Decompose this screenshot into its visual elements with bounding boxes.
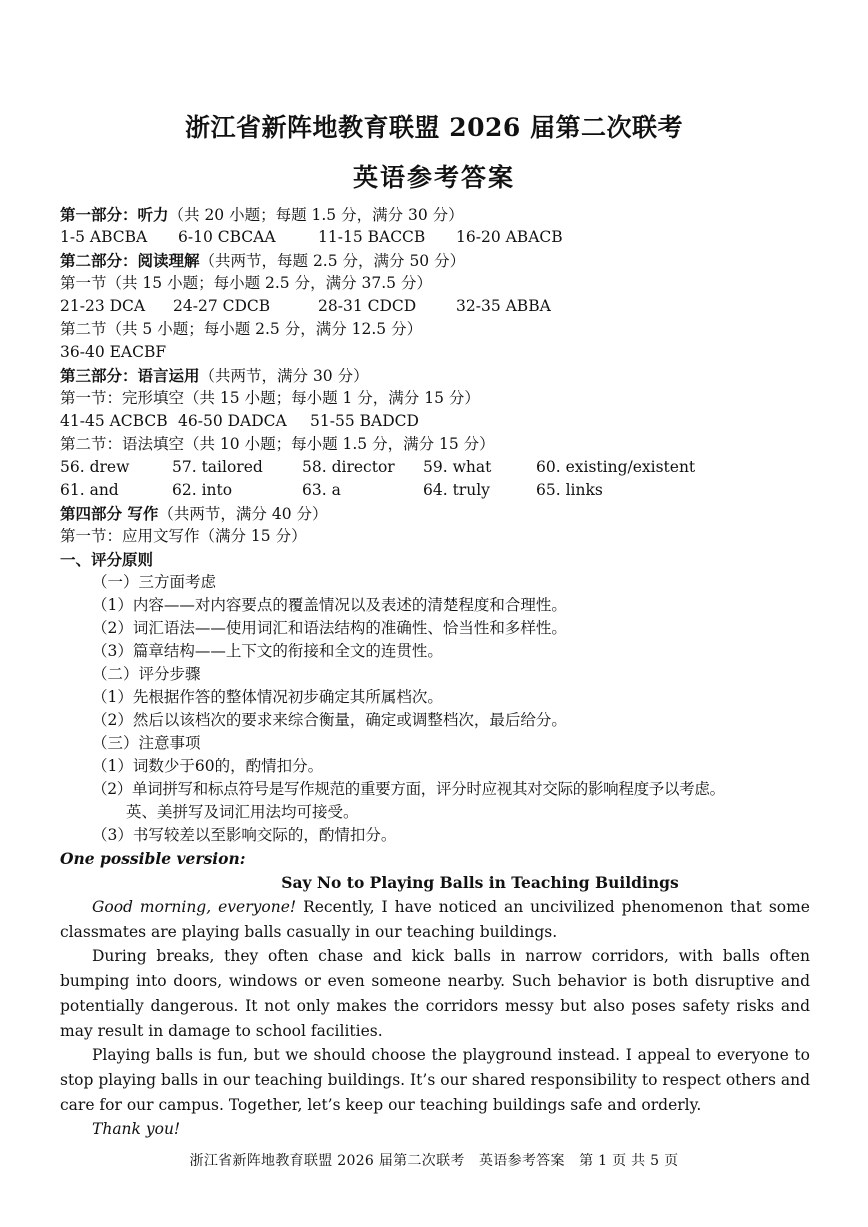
grammar-answer: 56. drew [60,458,130,476]
grammar-answer: 63. a [302,481,341,499]
part4-detail: （共两节，满分 40 分） [158,505,328,523]
answer-group: 51-55 BADCD [310,412,419,430]
part1-detail: （共 20 小题；每题 1.5 分，满分 30 分） [168,206,464,224]
answer-group: 6-10 CBCAA [178,228,276,246]
principle-line: （三）注意事项 [92,734,201,752]
principle-line-continued: 英、美拼写及词汇用法均可接受。 [126,803,359,821]
part2-header [60,249,810,272]
answer-group: 1-5 ABCBA [60,228,148,246]
grammar-answer: 64. truly [423,481,490,499]
part2-section2: 第二节（共 5 小题；每小题 2.5 分，满分 12.5 分） [60,320,423,338]
part2-detail: （共两节，每题 2.5 分，满分 50 分） [199,252,466,270]
answer-group: 41-45 ACBCB [60,412,168,430]
principle-line: （2）单词拼写和标点符号是写作规范的重要方面，评分时应视其对交际的影响程度予以考虑。 [92,780,725,798]
principle-line: （1）词数少于60的，酌情扣分。 [92,757,324,775]
grammar-answer: 61. and [60,481,119,499]
principle-line: （一）三方面考虑 [92,573,217,591]
essay-title: Say No to Playing Balls in Teaching Buildings [281,873,679,892]
part3-section2: 第二节：语法填空（共 10 小题；每小题 1.5 分，满分 15 分） [60,435,495,453]
principle-line: （2）词汇语法——使用词汇和语法结构的准确性、恰当性和多样性。 [92,619,567,637]
essay-paragraph-2: During breaks, they often chase and kick balls in narrow corridors, with balls often bumping into doors, windows or even someone nearby. Such behavior is both disruptive and potentially dangerous. It not only makes the corridors messy but also poses safety risks and may result in damage to school facilities. [60,947,810,1040]
principle-line: （二）评分步骤 [92,665,201,683]
principle-line: （3）书写较差以至影响交际的，酌情扣分。 [92,826,397,844]
part3-detail: （共两节，满分 30 分） [199,367,369,385]
answer-group: 11-15 BACCB [318,228,426,246]
answer-content [60,203,810,1142]
part3-section1: 第一节：完形填空（共 15 小题；每小题 1 分，满分 15 分） [60,389,480,407]
principle-line: （1）先根据作答的整体情况初步确定其所属档次。 [92,688,443,706]
part2-section2-answers: 36-40 EACBF [60,343,167,361]
part3-header [60,364,810,387]
answer-group: 24-27 CDCB [173,297,271,315]
answer-group: 46-50 DADCA [178,412,287,430]
principle-line: （3）篇章结构——上下文的衔接和全文的连贯性。 [92,642,443,660]
principle-line: （1）内容——对内容要点的覆盖情况以及表述的清楚程度和合理性。 [92,596,567,614]
document-subtitle: 英语参考答案 [352,163,515,192]
grammar-answer: 59. what [423,458,492,476]
part4-header [60,502,810,525]
part2-heading: 第二部分：阅读理解 [60,251,200,270]
part2-section1-answers [60,295,810,318]
grammar-answers-row2 [60,479,810,502]
sample-essay-label: One possible version: [60,849,246,868]
scoring-principles-heading: 一、评分原则 [60,550,154,569]
grammar-answer: 60. existing/existent [536,458,696,476]
grammar-answers-row1 [60,456,810,479]
grammar-answer: 65. links [536,481,603,499]
answer-group: 32-35 ABBA [456,297,551,315]
grammar-answer: 57. tailored [172,458,263,476]
part1-answers [60,226,810,249]
document-title: 浙江省新阵地教育联盟 2026 届第二次联考 [185,113,683,142]
essay-paragraph-1-text: Recently, I have noticed an uncivilized phenomenon that some classmates are playing balls casually in our teaching buildings. [60,898,810,941]
part4-section1: 第一节：应用文写作（满分 15 分） [60,527,307,545]
grammar-answer: 62. into [172,481,233,499]
answer-group: 16-20 ABACB [456,228,563,246]
part1-header [60,203,810,226]
part2-section1: 第一节（共 15 小题；每小题 2.5 分，满分 37.5 分） [60,274,432,292]
answer-group: 28-31 CDCD [318,297,417,315]
part4-heading: 第四部分 写作 [60,504,159,523]
essay-paragraph-1 [60,895,810,944]
part1-heading: 第一部分：听力 [60,205,169,224]
part3-section1-answers [60,410,810,433]
page-footer: 浙江省新阵地教育联盟 2026 届第二次联考 英语参考答案 第 1 页 共 5 页 [189,1153,679,1169]
grammar-answer: 58. director [302,458,395,476]
principle-line: （2）然后以该档次的要求来综合衡量，确定或调整档次，最后给分。 [92,711,567,729]
essay-closing: Thank you! [92,1120,181,1139]
part3-heading: 第三部分：语言运用 [60,366,200,385]
essay-paragraph-3: Playing balls is fun, but we should choose the playground instead. I appeal to everyone to stop playing balls in our teaching buildings. It’s our shared responsibility to respect others and care for our campus. Together, let’s keep our teaching buildings safe and orderly. [60,1046,810,1114]
answer-group: 21-23 DCA [60,297,146,315]
essay-greeting: Good morning, everyone! [92,898,297,916]
